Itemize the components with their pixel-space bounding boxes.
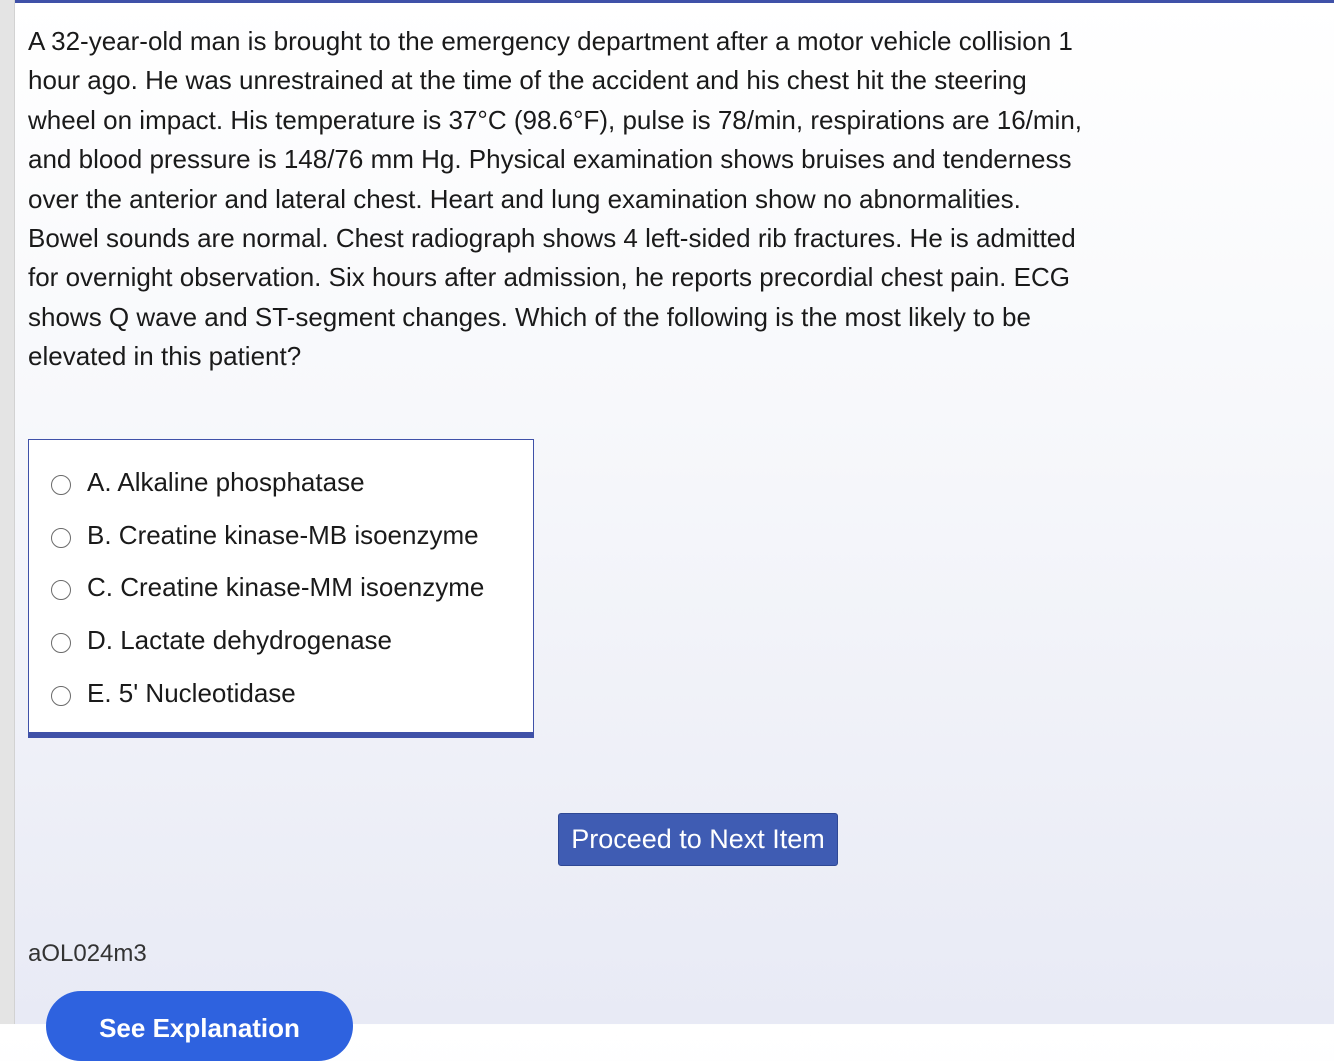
radio-button-icon[interactable] [51,686,71,706]
answer-choices-box [28,439,534,738]
choice-d[interactable] [51,620,392,660]
proceed-to-next-item-button[interactable]: Proceed to Next Item [558,813,838,866]
stem-line: shows Q wave and ST-segment changes. Which of the following is the most likely to be [28,301,1031,332]
choice-label: C. Creatine kinase-MM isoenzyme [87,571,485,602]
stem-line: elevated in this patient? [28,341,302,372]
radio-button-icon[interactable] [51,528,71,548]
choice-label: A. Alkaline phosphatase [87,466,365,497]
choice-label: D. Lactate dehydrogenase [87,624,392,655]
item-id: aOL024m3 [28,940,147,967]
choice-label: E. 5' Nucleotidase [87,677,296,708]
stem-line: and blood pressure is 148/76 mm Hg. Physical examination shows bruises and tenderness [28,144,1072,175]
top-accent-bar [0,0,1334,3]
stem-line: over the anterior and lateral chest. Heart and lung examination show no abnormalities. [28,183,1021,214]
choice-e[interactable] [51,673,296,713]
stem-line: hour ago. He was unrestrained at the time of the accident and his chest hit the steering [28,65,1027,96]
choice-label: B. Creatine kinase-MB isoenzyme [87,519,479,550]
left-scroll-rail [0,0,15,1024]
question-stem [28,22,1178,377]
radio-button-icon[interactable] [51,580,71,600]
radio-button-icon[interactable] [51,633,71,653]
choice-c[interactable] [51,567,484,607]
see-explanation-button[interactable]: See Explanation [46,991,353,1061]
radio-button-icon[interactable] [51,475,71,495]
stem-line: Bowel sounds are normal. Chest radiograph shows 4 left-sided rib fractures. He is admitted [28,223,1076,254]
choice-b[interactable] [51,515,479,555]
stem-line: for overnight observation. Six hours after admission, he reports precordial chest pain. ECG [28,262,1070,293]
stem-line: A 32-year-old man is brought to the emergency department after a motor vehicle collision 1 [28,26,1073,56]
stem-line: wheel on impact. His temperature is 37°C (98.6°F), pulse is 78/min, respirations are 16/min, [28,104,1083,135]
choice-a[interactable] [51,462,365,502]
